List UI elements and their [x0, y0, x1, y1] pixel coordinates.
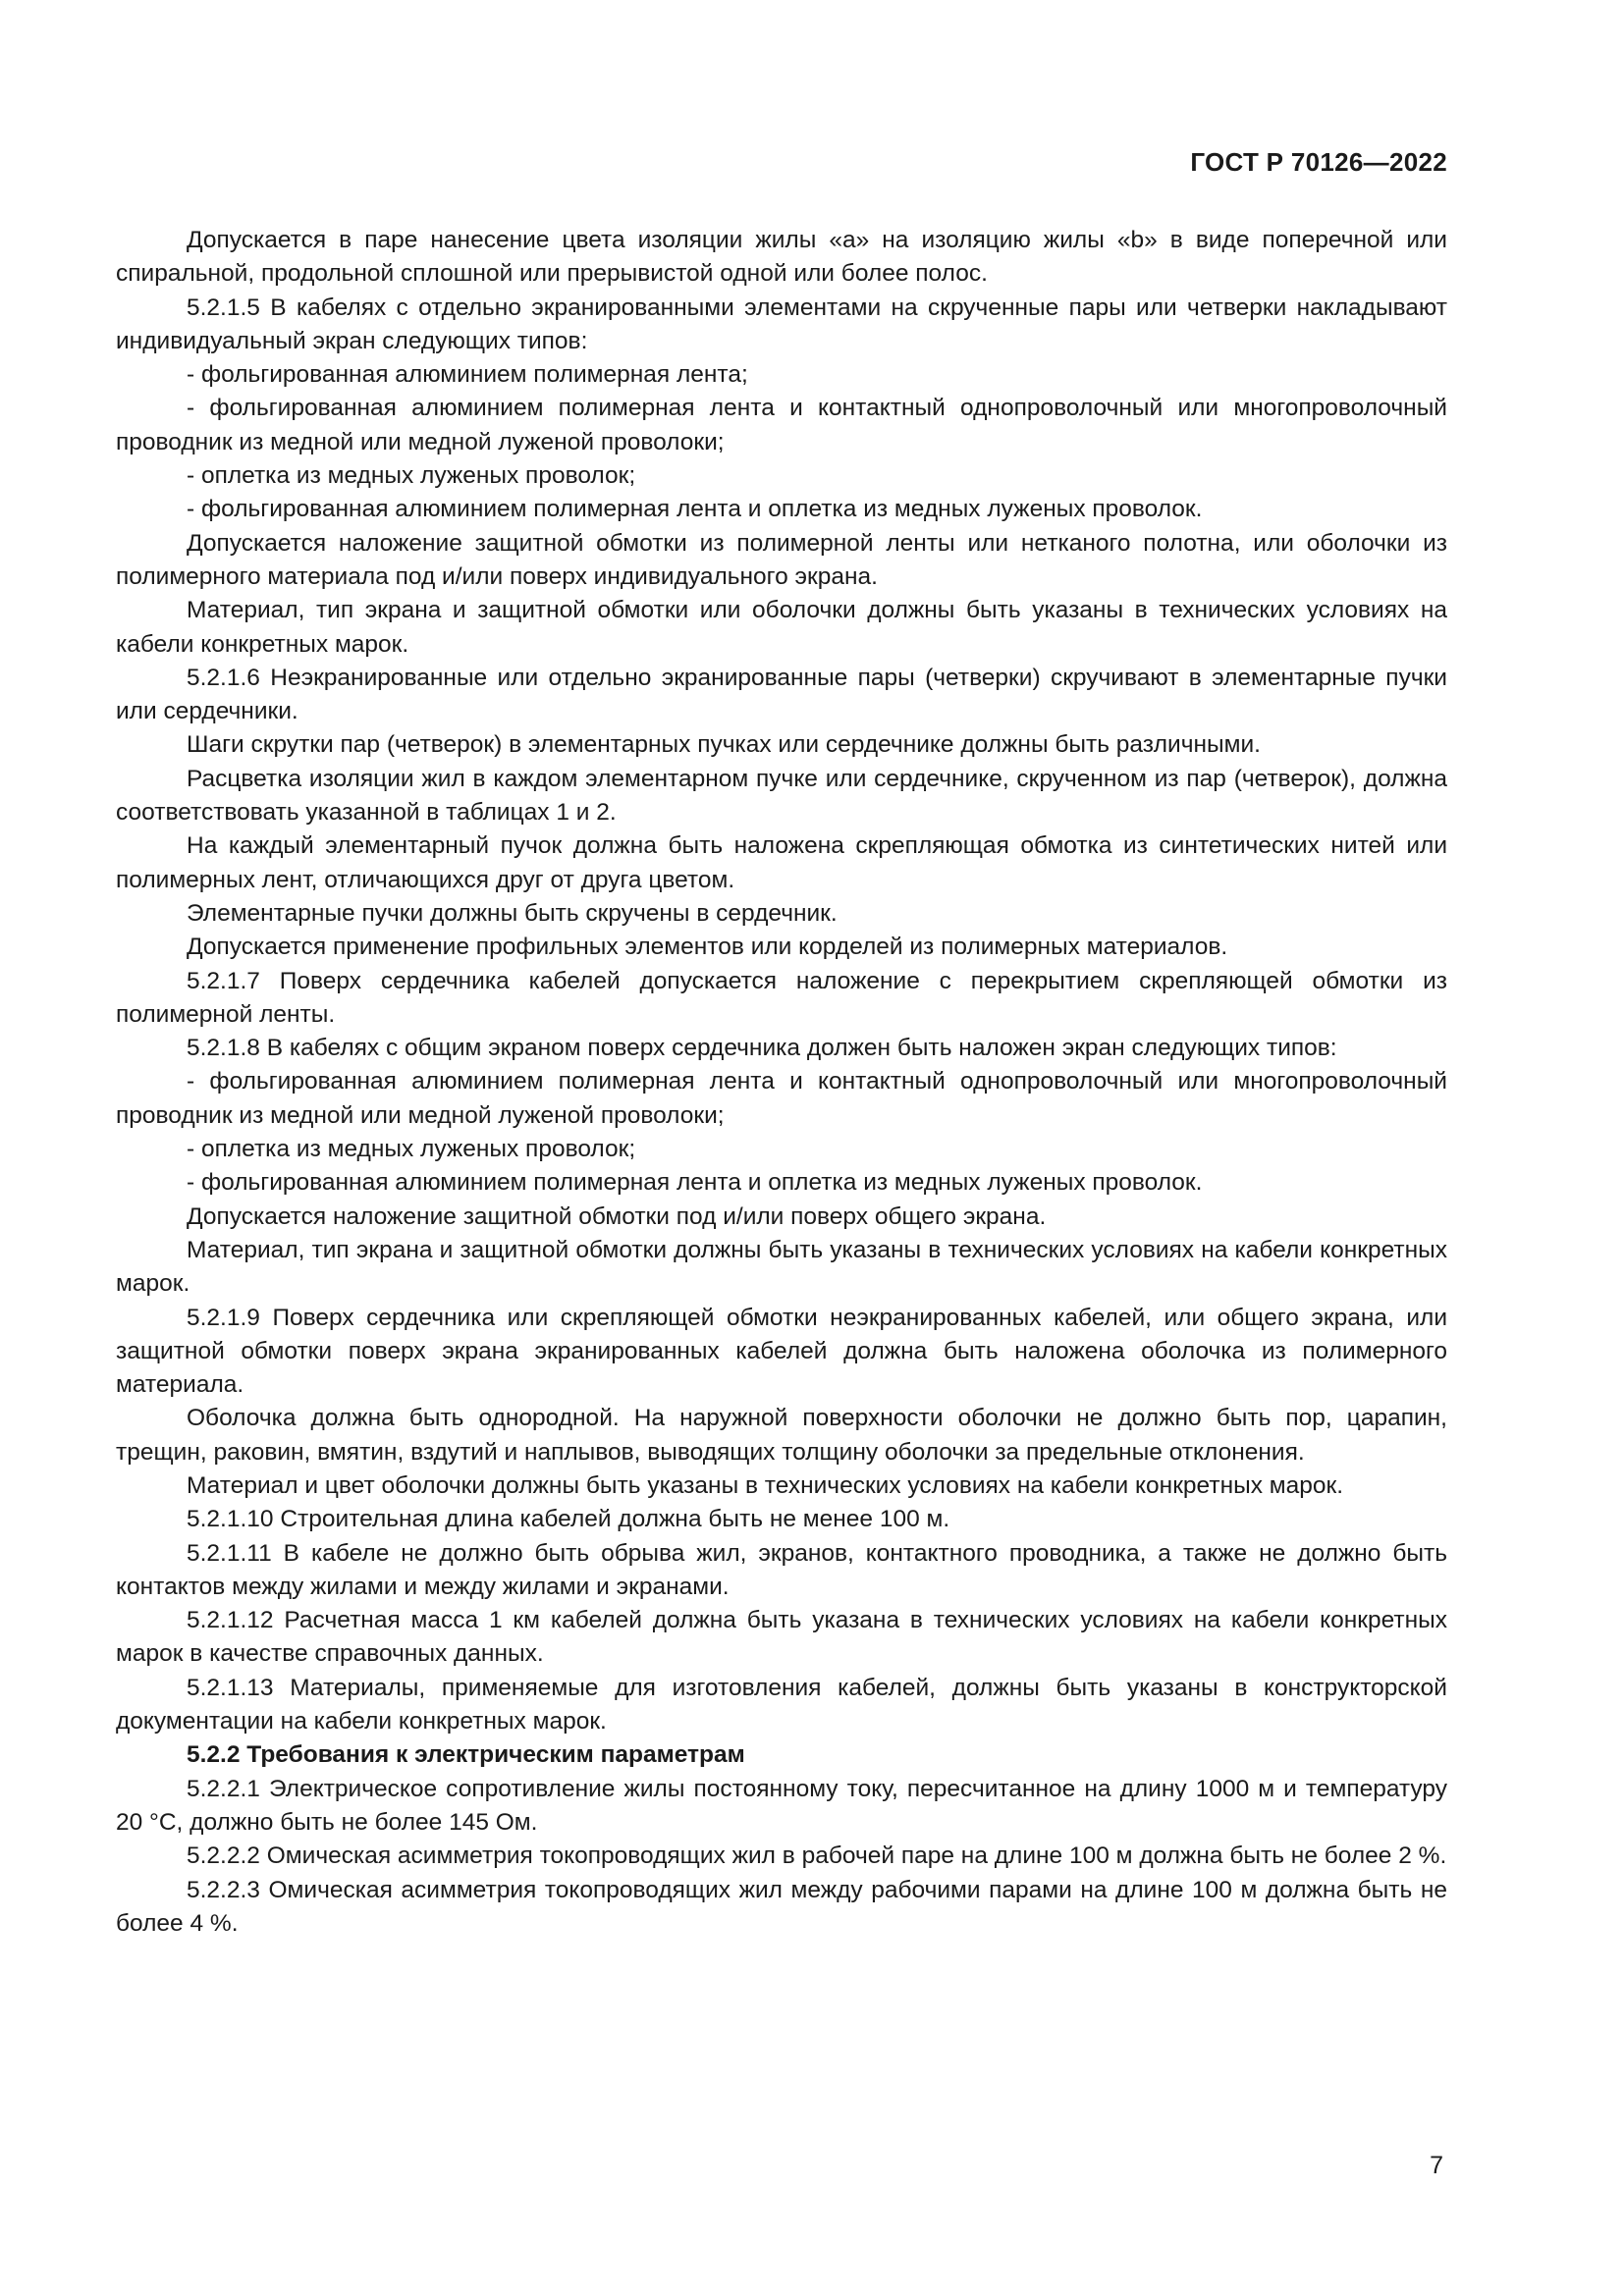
body-paragraph: 5.2.1.7 Поверх сердечника кабелей допускается наложение с перекрытием скрепляющей обмотки из полимерной ленты.: [116, 967, 1447, 1028]
body-paragraph: Шаги скрутки пар (четверок) в элементарных пучках или сердечнике должны быть различными.: [187, 731, 1261, 759]
body-paragraph: - фольгированная алюминием полимерная лента и оплетка из медных луженых проволок.: [187, 1169, 1203, 1197]
body-paragraph: - фольгированная алюминием полимерная лента и оплетка из медных луженых проволок.: [187, 496, 1203, 523]
body-paragraph: 5.2.1.5 В кабелях с отдельно экранированными элементами на скрученные пары или четверки накладывают индивидуальный экран следующих типов:: [116, 294, 1447, 354]
body-paragraph: Допускается в паре нанесение цвета изоляции жилы «а» на изоляцию жилы «b» в виде поперечной или спиральной, продольной сплошной или прерывистой одной или более полос.: [116, 227, 1447, 288]
body-paragraph: - оплетка из медных луженых проволок;: [187, 462, 636, 490]
body-paragraph: - фольгированная алюминием полимерная лента и контактный однопроволочный или многопроволочный проводник из медной или медной луженой проволоки;: [116, 1068, 1447, 1129]
body-paragraph: Материал и цвет оболочки должны быть указаны в технических условиях на кабели конкретных марок.: [187, 1471, 1344, 1499]
body-paragraph: 5.2.1.8 В кабелях с общим экраном поверх сердечника должен быть наложен экран следующих типов:: [187, 1035, 1337, 1062]
body-paragraph: - фольгированная алюминием полимерная лента и контактный однопроволочный или многопроволочный проводник из медной или медной луженой проволоки;: [116, 395, 1447, 455]
body-paragraph: Допускается наложение защитной обмотки из полимерной ленты или нетканого полотна, или оболочки из полимерного материала под и/или поверх индивидуального экрана.: [116, 529, 1447, 590]
document-body: [116, 224, 1447, 1941]
body-paragraph: 5.2.2.2 Омическая асимметрия токопроводящих жил в рабочей паре на длине 100 м должна быть не более 2 %.: [187, 1842, 1447, 1870]
body-paragraph: Допускается применение профильных элементов или корделей из полимерных материалов.: [187, 934, 1228, 961]
body-paragraph: 5.2.1.10 Строительная длина кабелей должна быть не менее 100 м.: [187, 1506, 950, 1533]
document-header-id: ГОСТ Р 70126—2022: [1190, 147, 1447, 177]
section-heading: 5.2.2 Требования к электрическим параметрам: [187, 1741, 745, 1769]
body-paragraph: На каждый элементарный пучок должна быть наложена скрепляющая обмотка из синтетических нитей или полимерных лент, отличающихся друг от друга цветом.: [116, 832, 1447, 893]
body-paragraph: 5.2.1.11 В кабеле не должно быть обрыва жил, экранов, контактного проводника, а также не должно быть контактов между жилами и между жилами и экранами.: [116, 1539, 1447, 1600]
body-paragraph: Расцветка изоляции жил в каждом элементарном пучке или сердечнике, скрученном из пар (четверок), должна соответствовать указанной в таблицах 1 и 2.: [116, 765, 1447, 827]
body-paragraph: - оплетка из медных луженых проволок;: [187, 1136, 636, 1163]
page-number: 7: [1430, 2152, 1443, 2179]
body-paragraph: Материал, тип экрана и защитной обмотки должны быть указаны в технических условиях на кабели конкретных марок.: [116, 1236, 1447, 1298]
body-paragraph: 5.2.1.13 Материалы, применяемые для изготовления кабелей, должны быть указаны в конструкторской документации на кабели конкретных марок.: [116, 1674, 1447, 1735]
body-paragraph: 5.2.2.1 Электрическое сопротивление жилы постоянному току, пересчитанное на длину 1000 м и температуру 20 °С, должно быть не более 145 Ом.: [116, 1775, 1447, 1836]
body-paragraph: Материал, тип экрана и защитной обмотки или оболочки должны быть указаны в технических условиях на кабели конкретных марок.: [116, 597, 1447, 658]
body-paragraph: 5.2.1.9 Поверх сердечника или скрепляющей обмотки неэкранированных кабелей, или общего экрана, или защитной обмотки поверх экрана экранированных кабелей должна быть наложена оболочка из полимерного материала.: [116, 1304, 1447, 1399]
body-paragraph: - фольгированная алюминием полимерная лента;: [187, 361, 748, 389]
body-paragraph: 5.2.1.12 Расчетная масса 1 км кабелей должна быть указана в технических условиях на кабели конкретных марок в качестве справочных данных.: [116, 1607, 1447, 1668]
body-paragraph: Оболочка должна быть однородной. На наружной поверхности оболочки не должно быть пор, царапин, трещин, раковин, вмятин, вздутий и наплывов, выводящих толщину оболочки за предельные отклонения.: [116, 1405, 1447, 1466]
body-paragraph: 5.2.2.3 Омическая асимметрия токопроводящих жил между рабочими парами на длине 100 м должна быть не более 4 %.: [116, 1876, 1447, 1937]
body-paragraph: Допускается наложение защитной обмотки под и/или поверх общего экрана.: [187, 1202, 1047, 1230]
body-paragraph: Элементарные пучки должны быть скручены в сердечник.: [187, 899, 838, 927]
body-paragraph: 5.2.1.6 Неэкранированные или отдельно экранированные пары (четверки) скручивают в элементарные пучки или сердечники.: [116, 664, 1447, 725]
